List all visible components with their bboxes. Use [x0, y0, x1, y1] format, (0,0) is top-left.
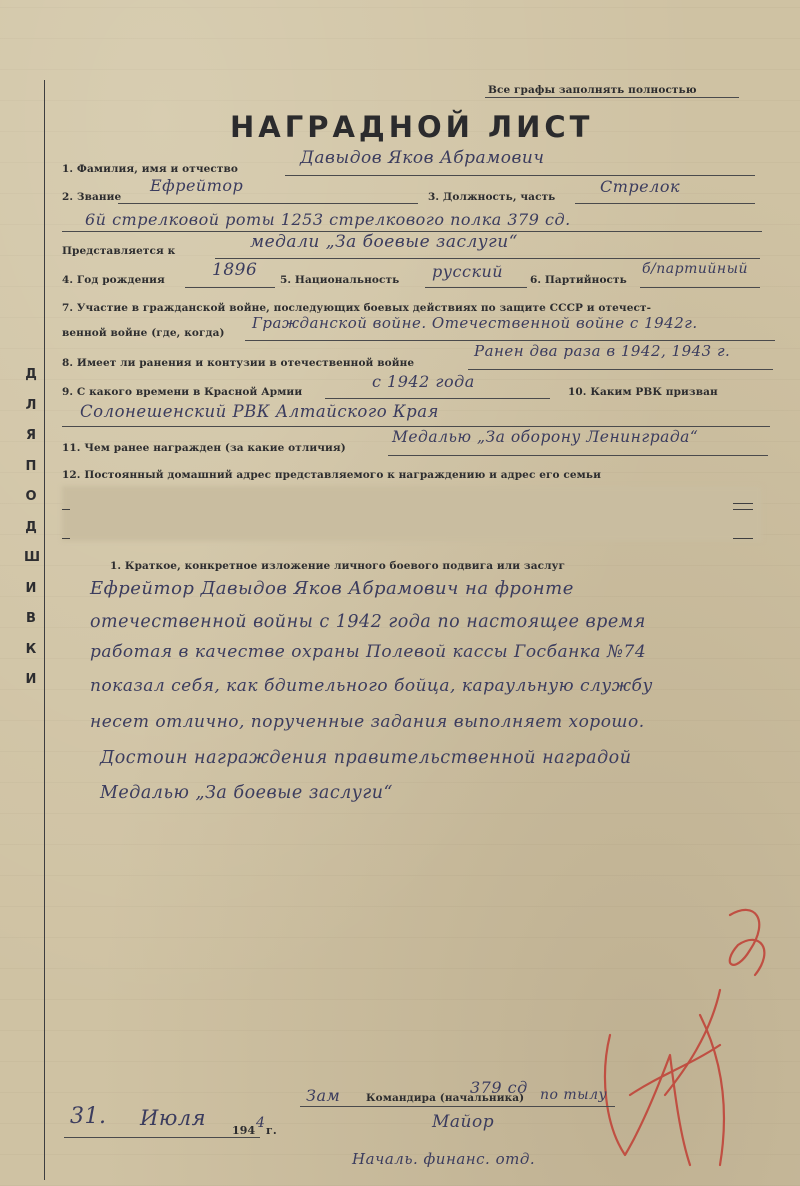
address-dash-1 [62, 509, 70, 510]
field-1-label: 1. Фамилия, имя и отчество [62, 163, 238, 175]
margin-label-for-binding [8, 360, 54, 696]
presented-value: медали „За боевые заслуги“ [250, 232, 518, 252]
signature-unit-suffix: по тылу [540, 1087, 608, 1103]
mark-stroke-letter [605, 1035, 690, 1165]
date-month: Июля [140, 1106, 207, 1130]
signature-role-label: Командира (начальника) [366, 1092, 525, 1104]
red-pencil-resolution-mark [570, 895, 790, 1175]
signature-role-prefix: Зам [306, 1086, 341, 1105]
field-5-label: 5. Национальность [280, 274, 400, 286]
signature-rank: Майор [432, 1112, 495, 1132]
field-1-value: Давыдов Яков Абрамович [300, 148, 545, 168]
feat-line-7: Медалью „За боевые заслуги“ [100, 783, 393, 803]
feat-line-3: работая в качестве охраны Полевой кассы Госбанка №74 [90, 642, 647, 662]
field-2-value: Ефрейтор [150, 176, 244, 195]
bottom-note: Началь. финанс. отд. [352, 1150, 536, 1168]
margin-label-text: ДЛЯ ПОДШИВКИ [24, 367, 41, 687]
mark-stroke-top [730, 910, 765, 975]
date-year-printed: 194 [232, 1124, 256, 1137]
field-1-line [285, 175, 755, 176]
field-7-label-continued: венной войне (где, когда) [62, 327, 225, 339]
address-dash-2 [62, 538, 70, 539]
field-3-line [575, 203, 755, 204]
date-day: 31. [70, 1104, 107, 1129]
signature-role-line [300, 1106, 615, 1107]
field-2-line [118, 203, 418, 204]
field-5-line [425, 287, 527, 288]
header-note-underline [485, 97, 739, 98]
field-7-line [245, 340, 775, 341]
feat-heading: 1. Краткое, конкретное изложение личного боевого подвига или заслуг [110, 560, 565, 572]
feat-line-4: показал себя, как бдительного бойца, караульную службу [90, 676, 653, 696]
field-4-line [185, 287, 275, 288]
field-4-value: 1896 [212, 260, 258, 280]
presented-label: Представляется к [62, 245, 176, 257]
field-4-label: 4. Год рождения [62, 274, 165, 286]
field-11-value: Медалью „За оборону Ленинграда“ [392, 428, 699, 446]
field-8-value: Ранен два раза в 1942, 1943 г. [474, 342, 731, 360]
field-7-label: 7. Участие в гражданской войне, последующих боевых действиях по защите СССР и отечест- [62, 302, 652, 314]
field-6-value: б/партийный [642, 261, 749, 277]
date-line [64, 1137, 260, 1138]
field-8-line [468, 369, 773, 370]
date-suffix: г. [266, 1124, 277, 1137]
header-note: Все графы заполнять полностью [488, 84, 697, 96]
presented-line [215, 258, 760, 259]
field-7-value: Гражданской войне. Отечественной войне с 1942г. [252, 314, 698, 332]
page-title: НАГРАДНОЙ ЛИСТ [230, 110, 594, 144]
feat-line-5: несет отлично, порученные задания выполняет хорошо. [90, 712, 645, 732]
field-12-label: 12. Постоянный домашний адрес представляемого к награждению и адрес его семьи [62, 469, 601, 481]
address-dash-5 [733, 538, 753, 539]
address-dash-4 [733, 509, 753, 510]
field-11-line [388, 455, 768, 456]
field-9-value: с 1942 года [372, 372, 475, 391]
field-6-label: 6. Партийность [530, 274, 627, 286]
field-3-label: 3. Должность, часть [428, 191, 556, 203]
feat-line-1: Ефрейтор Давыдов Яков Абрамович на фронте [90, 578, 574, 599]
feat-line-2: отечественной войны с 1942 года по настоящее время [90, 612, 646, 632]
field-3-value: Стрелок [600, 177, 680, 196]
field-2-label: 2. Звание [62, 191, 122, 203]
address-dash-3 [733, 503, 753, 504]
field-6-line [640, 287, 760, 288]
redacted-address-block [62, 486, 762, 541]
field-9-label: 9. С какого времени в Красной Армии [62, 386, 303, 398]
field-9-line [325, 398, 550, 399]
field-5-value: русский [432, 262, 504, 281]
field-3-value-continued: 6й стрелковой роты 1253 стрелкового полка 379 сд. [85, 210, 571, 229]
field-8-label: 8. Имеет ли ранения и контузии в отечественной войне [62, 357, 415, 369]
field-10-label: 10. Каким РВК призван [568, 386, 718, 398]
feat-line-6: Достоин награждения правительственной наградой [100, 748, 632, 768]
signature-unit-hand: 379 сд [470, 1078, 528, 1097]
field-10-value: Солонешенский РВК Алтайского Края [80, 402, 439, 421]
field-10-line [62, 426, 770, 427]
date-year-handwritten: 4 [256, 1115, 266, 1131]
field-11-label: 11. Чем ранее награжден (за какие отличия) [62, 442, 346, 454]
